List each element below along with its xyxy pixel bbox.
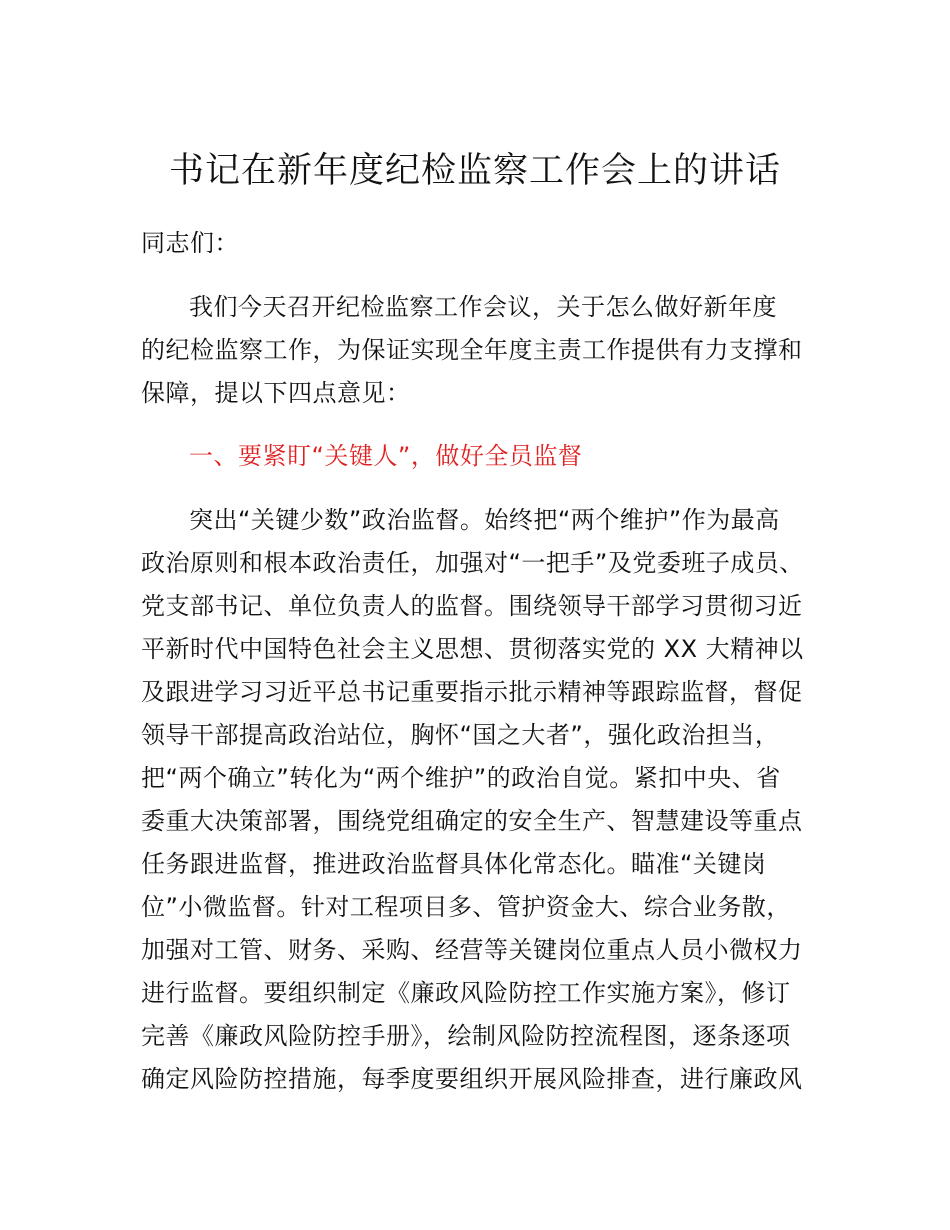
body-line: 加强对工管、财务、采购、经营等关键岗位重点人员小微权力 xyxy=(141,936,803,964)
body-line: 完善《廉政风险防控手册》，绘制风险防控流程图，逐条逐项 xyxy=(141,1022,791,1050)
body-line: 把“两个确立”转化为“两个维护”的政治自觉。紧扣中央、省 xyxy=(141,764,781,792)
body-line: 确定风险防控措施，每季度要组织开展风险排查，进行廉政风 xyxy=(141,1065,803,1093)
body-line: 政治原则和根本政治责任，加强对“一把手”及党委班子成员、 xyxy=(141,549,804,577)
body-line: 任务跟进监督，推进政治监督具体化常态化。瞄准“关键岗 xyxy=(141,850,767,878)
section-heading: 一、要紧盯“关键人”，做好全员监督 xyxy=(189,442,583,470)
body-line: 委重大决策部署，围绕党组确定的安全生产、智慧建设等重点 xyxy=(141,807,803,835)
body-line: 位”小微监督。针对工程项目多、管护资金大、综合业务散， xyxy=(141,893,791,921)
body-line: 领导干部提高政治站位，胸怀“国之大者”，强化政治担当， xyxy=(141,721,780,749)
body-line: 突出“关键少数”政治监督。始终把“两个维护”作为最高 xyxy=(189,506,780,534)
body-line: 党支部书记、单位负责人的监督。围绕领导干部学习贯彻习近 xyxy=(141,592,803,620)
body-line: 进行监督。要组织制定《廉政风险防控工作实施方案》，修订 xyxy=(141,979,791,1007)
intro-line: 的纪检监察工作，为保证实现全年度主责工作提供有力支撑和 xyxy=(141,336,803,364)
intro-line: 我们今天召开纪检监察工作会议，关于怎么做好新年度 xyxy=(189,293,777,321)
body-line: 平新时代中国特色社会主义思想、贯彻落实党的 XX 大精神以 xyxy=(141,635,804,663)
salutation: 同志们： xyxy=(141,229,239,257)
intro-line: 保障，提以下四点意见： xyxy=(141,379,411,407)
body-line: 及跟进学习习近平总书记重要指示批示精神等跟踪监督，督促 xyxy=(141,678,803,706)
document-title: 书记在新年度纪检监察工作会上的讲话 xyxy=(168,151,781,191)
